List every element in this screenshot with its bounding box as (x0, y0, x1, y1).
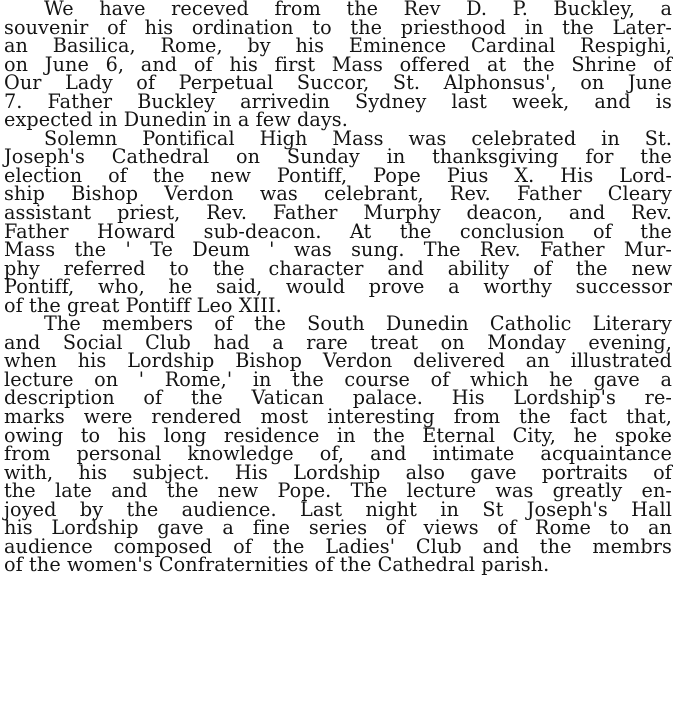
text-line: souvenir of his ordination to the priesthood in the Later- (4, 15, 672, 39)
newspaper-column (4, 0, 672, 575)
text-line: of the women's Confraternities of the Cathedral parish. (4, 553, 550, 577)
text-line: audience composed of the Ladies' Club and the membrs (4, 534, 672, 558)
text-line: marks were rendered most interesting from the fact that, (4, 405, 672, 429)
text-line: and Social Club had a rare treat on Monday evening, (4, 330, 672, 354)
paragraph-buckley-souvenir (4, 0, 672, 130)
text-line: Pontiff, who, he said, would prove a worthy successor (4, 275, 672, 299)
text-line: election of the new Pontiff, Pope Pius X. His Lord- (4, 163, 672, 187)
text-line: on June 6, and of his first Mass offered at the Shrine of (4, 52, 672, 76)
text-line: when his Lordship Bishop Verdon delivered an illustrated (4, 349, 672, 373)
text-line: the late and the new Pope. The lecture was greatly en- (4, 479, 672, 503)
text-line: 7. Father Buckley arrivedin Sydney last week, and is (4, 89, 672, 113)
text-line: expected in Dunedin in a few days. (4, 108, 348, 132)
text-line: assistant priest, Rev. Father Murphy deacon, and Rev. (4, 201, 672, 225)
text-line: Solemn Pontifical High Mass was celebrated in St. (44, 126, 672, 150)
paragraph-pontifical-mass (4, 126, 672, 317)
text-line: with, his subject. His Lordship also gave portraits of (4, 460, 672, 484)
text-line: owing to his long residence in the Eternal City, he spoke (4, 423, 672, 447)
text-line: Joseph's Cathedral on Sunday in thanksgiving for the (4, 145, 672, 169)
text-line: Father Howard sub-deacon. At the conclusion of the (4, 219, 672, 243)
paragraph-club-lecture (4, 312, 672, 577)
text-line: his Lordship gave a fine series of views of Rome to an (4, 516, 672, 540)
text-line: from personal knowledge of, and intimate acquaintance (4, 442, 672, 466)
text-line: joyed by the audience. Last night in St Joseph's Hall (4, 497, 672, 521)
text-line: description of the Vatican palace. His Lordship's re- (4, 386, 672, 410)
text-line: The members of the South Dunedin Catholic Literary (44, 312, 672, 336)
text-line: ship Bishop Verdon was celebrant, Rev. Father Cleary (4, 182, 672, 206)
text-line: We have receved from the Rev D. P. Buckley, a (44, 0, 672, 20)
text-line: an Basilica, Rome, by his Eminence Cardinal Respighi, (4, 34, 672, 58)
text-line: Mass the ' Te Deum ' was sung. The Rev. Father Mur- (4, 238, 672, 262)
text-line: lecture on ' Rome,' in the course of which he gave a (4, 367, 672, 391)
text-line: Our Lady of Perpetual Succor, St. Alphonsus', on June (4, 71, 672, 95)
text-line: phy referred to the character and ability of the new (4, 256, 672, 280)
text-line: of the great Pontiff Leo XIII. (4, 293, 282, 317)
